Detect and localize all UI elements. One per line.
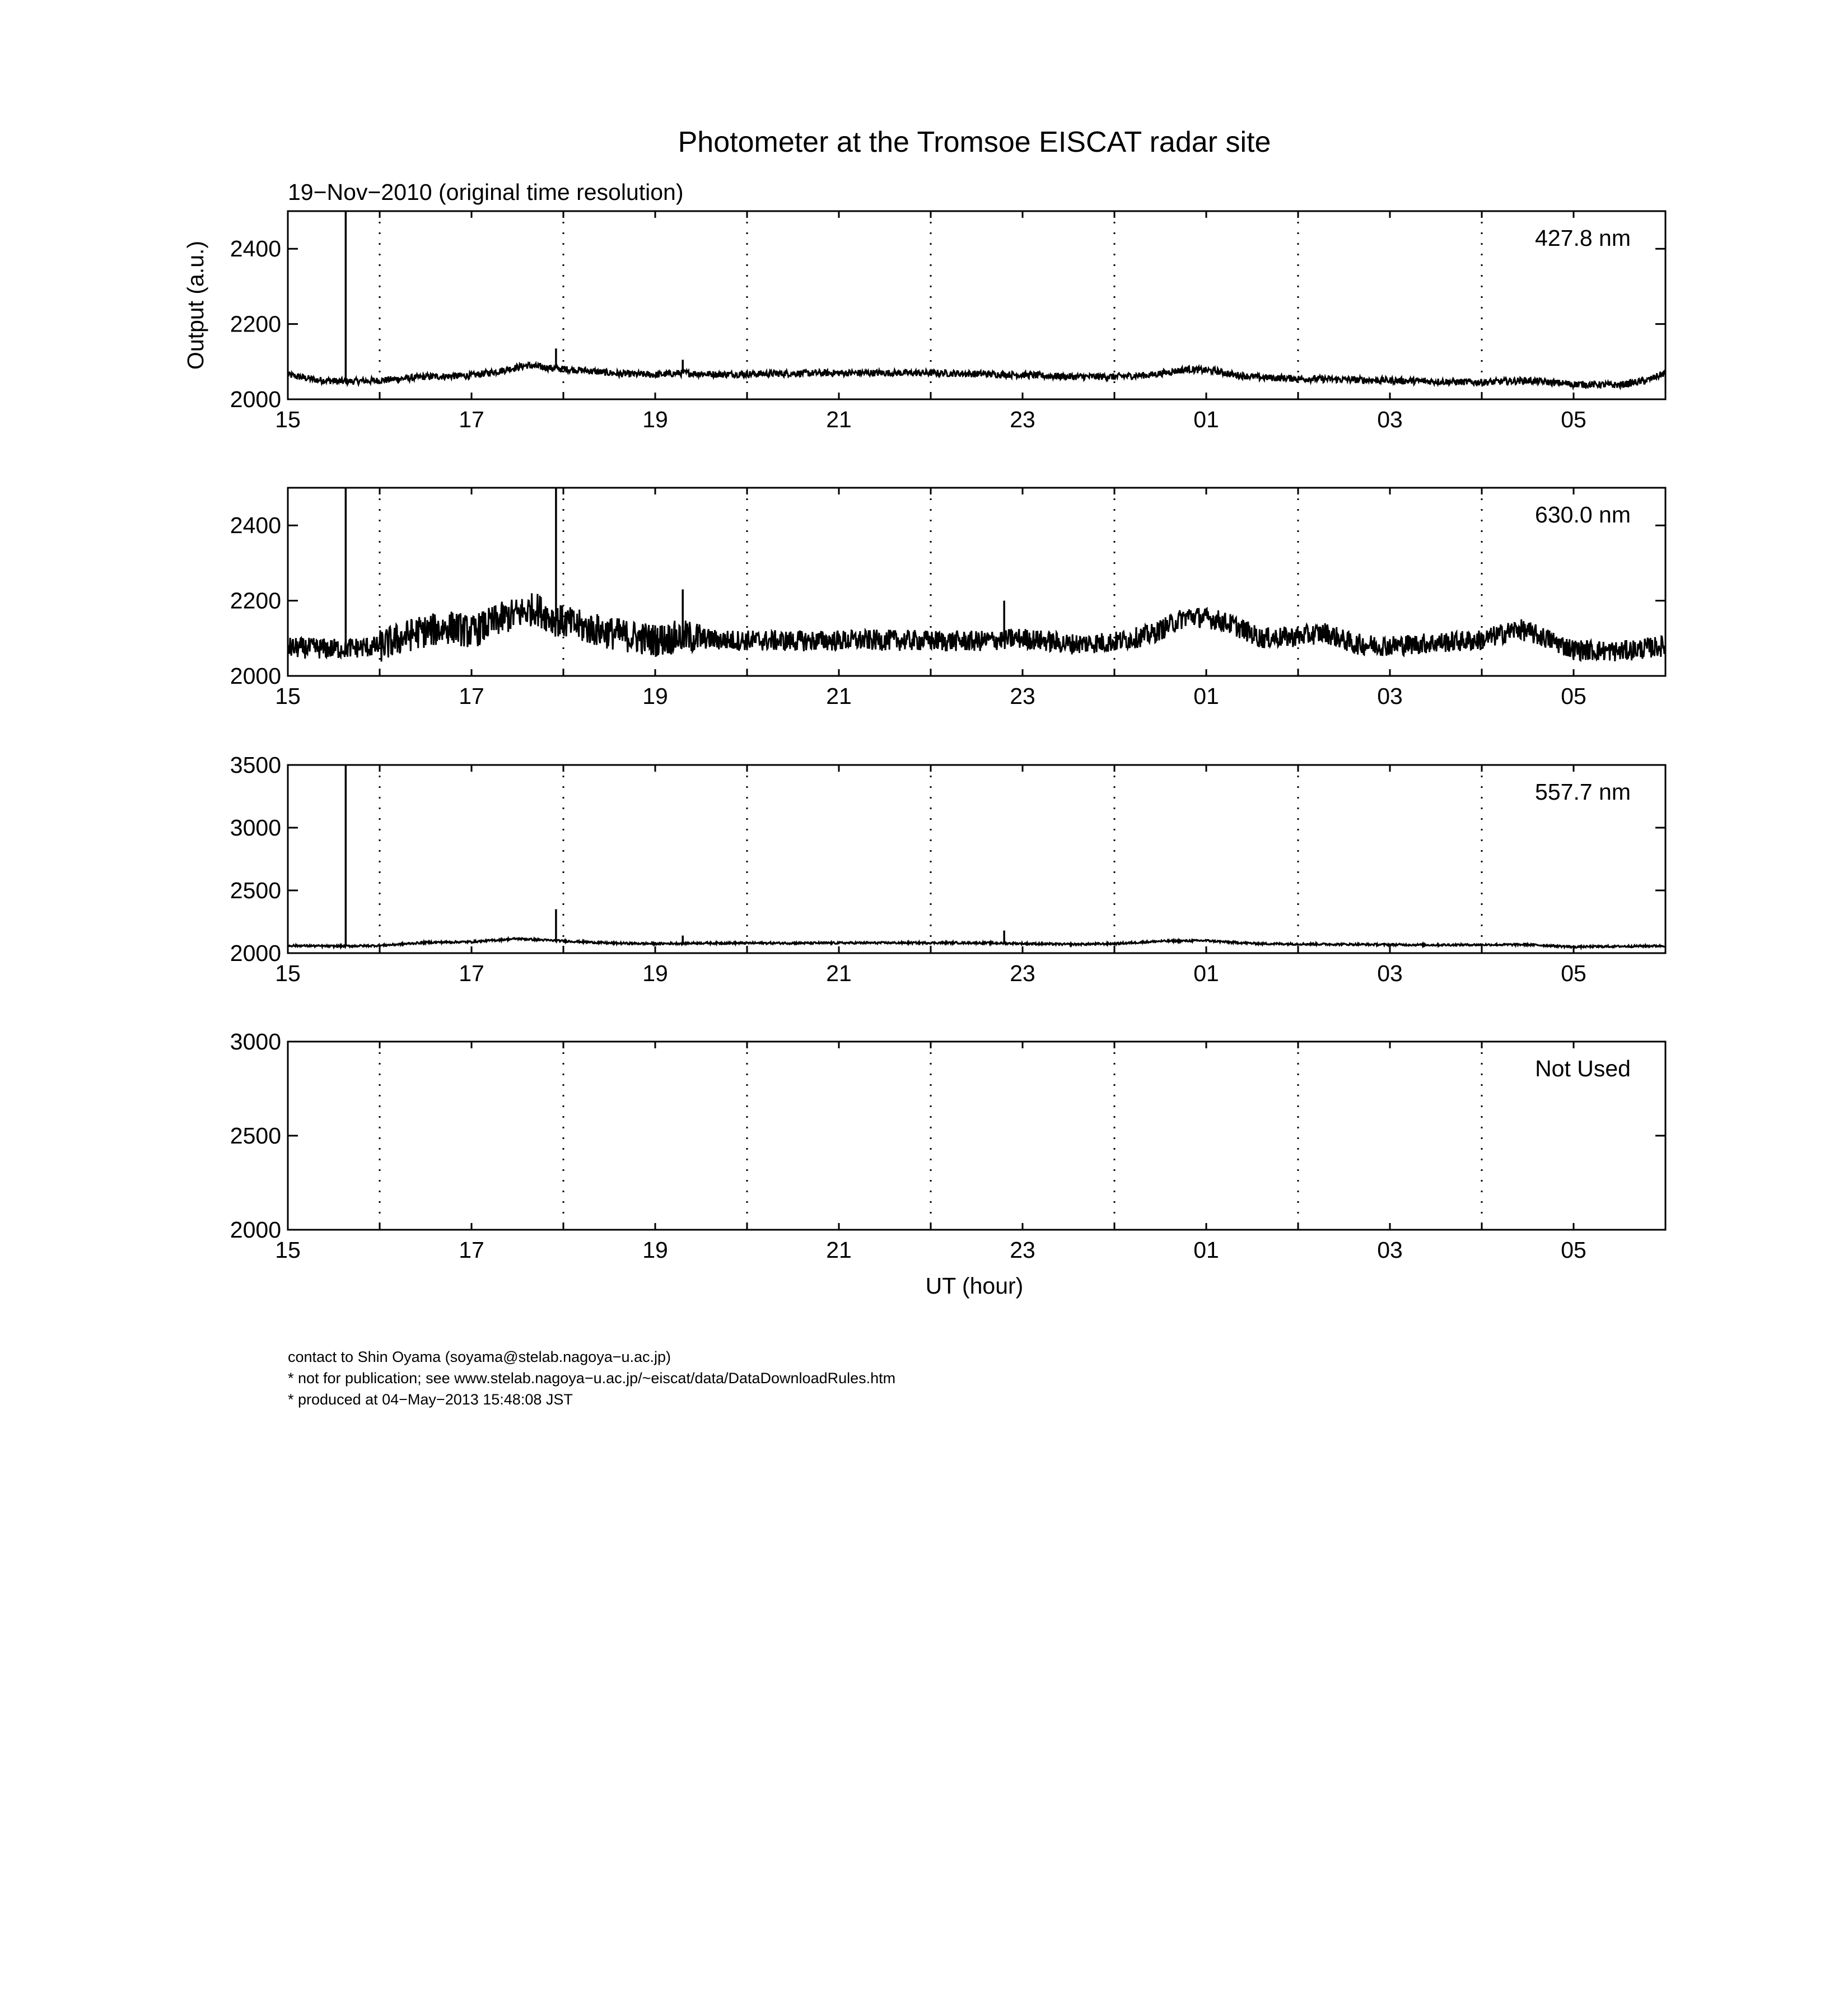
chart-title: Photometer at the Tromsoe EISCAT radar site: [678, 126, 1271, 158]
y-tick-label: 3000: [230, 815, 281, 841]
x-tick-label: 01: [1193, 683, 1219, 709]
panels: [230, 211, 1665, 1263]
x-tick-label: 15: [275, 407, 301, 432]
axes-frame: [288, 1042, 1665, 1230]
x-tick-label: 17: [459, 407, 484, 432]
x-tick-label: 23: [1010, 1237, 1035, 1263]
x-tick-label: 01: [1193, 960, 1219, 986]
x-tick-label: 23: [1010, 407, 1035, 432]
y-tick-label: 3500: [230, 752, 281, 778]
x-tick-label: 17: [459, 683, 484, 709]
y-axis-label: Output (a.u.): [183, 240, 208, 370]
x-tick-label: 21: [826, 1237, 852, 1263]
x-axis-label: UT (hour): [925, 1273, 1024, 1299]
panel-3: [230, 752, 1665, 986]
y-tick-label: 2200: [230, 587, 281, 614]
x-tick-label: 19: [642, 407, 668, 432]
x-tick-label: 03: [1377, 683, 1403, 709]
x-tick-label: 05: [1561, 960, 1586, 986]
panel-label: Not Used: [1535, 1056, 1631, 1081]
x-tick-label: 17: [459, 960, 484, 986]
y-tick-label: 2400: [230, 236, 281, 262]
x-tick-label: 05: [1561, 683, 1586, 709]
panel-4: [230, 1029, 1665, 1263]
x-tick-label: 15: [275, 960, 301, 986]
series-line-1: [288, 363, 1665, 388]
y-tick-label: 2200: [230, 311, 281, 337]
x-tick-label: 01: [1193, 407, 1219, 432]
x-tick-label: 03: [1377, 407, 1403, 432]
footer-rules: * not for publication; see www.stelab.nagoya−u.ac.jp/~eiscat/data/DataDownloadRules.htm: [288, 1370, 896, 1387]
x-tick-label: 05: [1561, 407, 1586, 432]
x-tick-label: 23: [1010, 960, 1035, 986]
x-tick-label: 19: [642, 960, 668, 986]
series-line-1: [288, 938, 1665, 948]
footer-contact: contact to Shin Oyama (soyama@stelab.nagoya−u.ac.jp): [288, 1348, 671, 1365]
x-tick-label: 21: [826, 683, 852, 709]
x-tick-label: 15: [275, 683, 301, 709]
y-tick-label: 2000: [230, 663, 281, 689]
x-tick-label: 19: [642, 1237, 668, 1263]
panel-label: 557.7 nm: [1535, 779, 1631, 805]
y-tick-label: 3000: [230, 1029, 281, 1054]
x-tick-label: 05: [1561, 1237, 1586, 1263]
panel-label: 427.8 nm: [1535, 225, 1631, 251]
x-tick-label: 15: [275, 1237, 301, 1263]
x-tick-label: 19: [642, 683, 668, 709]
axes-frame: [288, 765, 1665, 953]
y-tick-label: 2000: [230, 386, 281, 412]
x-tick-label: 21: [826, 407, 852, 432]
footer-produced: * produced at 04−May−2013 15:48:08 JST: [288, 1391, 573, 1408]
footer: [288, 1346, 895, 1410]
y-tick-label: 2000: [230, 1217, 281, 1243]
x-tick-label: 03: [1377, 1237, 1403, 1263]
y-tick-label: 2000: [230, 940, 281, 966]
panel-label: 630.0 nm: [1535, 502, 1631, 528]
series-line-1: [288, 593, 1665, 661]
y-tick-label: 2500: [230, 878, 281, 903]
y-tick-label: 2400: [230, 512, 281, 539]
x-tick-label: 03: [1377, 960, 1403, 986]
x-tick-label: 23: [1010, 683, 1035, 709]
x-tick-label: 17: [459, 1237, 484, 1263]
panel-1: [230, 211, 1665, 432]
chart-subtitle: 19−Nov−2010 (original time resolution): [288, 179, 684, 205]
y-tick-label: 2500: [230, 1123, 281, 1149]
x-tick-label: 21: [826, 960, 852, 986]
x-tick-label: 01: [1193, 1237, 1219, 1263]
panel-2: [230, 488, 1665, 709]
